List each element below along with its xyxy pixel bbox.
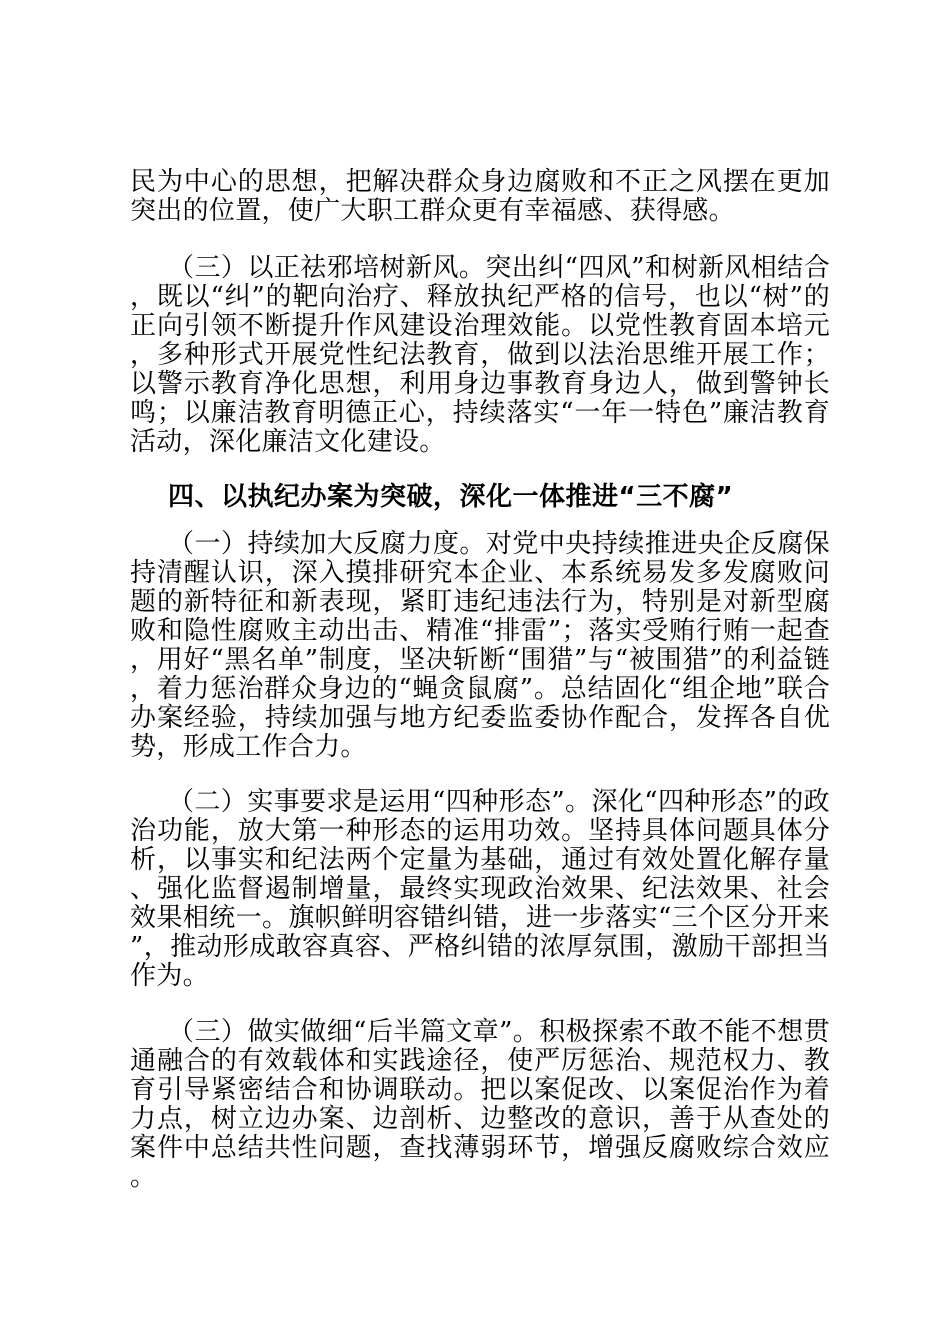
paragraph-section-4-2: （二）实事要求是运用“四种形态”。深化“四种形态”的政治功能，放大第一种形态的运用功效。坚持具体问题具体分析，以事实和纪法两个定量为基础，通过有效处置化解存量、强化监督遏制增量，最终实现政治效果、纪法效果、社会效果相统一。旗帜鲜明容错纠错，进一步落实“三个区分开来”，推动形成敢容真容、严格纠错的浓厚氛围，激励干部担当作为。	[130, 787, 830, 991]
paragraph-section-3-3: （三）以正祛邪培树新风。突出纠“四风”和树新风相结合，既以“纠”的靶向治疗、释放执纪严格的信号，也以“树”的正向引领不断提升作风建设治理效能。以党性教育固本培元，多种形式开展党性纪法教育，做到以法治思维开展工作；以警示教育净化思想，利用身边事教育身边人，做到警钟长鸣；以廉洁教育明德正心，持续落实“一年一特色”廉洁教育活动，深化廉洁文化建设。	[130, 253, 830, 457]
paragraph-section-4-1: （一）持续加大反腐力度。对党中央持续推进央企反腐保持清醒认识，深入摸排研究本企业、本系统易发多发腐败问题的新特征和新表现，紧盯违纪违法行为，特别是对新型腐败和隐性腐败主动出击、精准“排雷”；落实受贿行贿一起查，用好“黑名单”制度，坚决斩断“围猎”与“被围猎”的利益链，着力惩治群众身边的“蝇贪鼠腐”。总结固化“组企地”联合办案经验，持续加强与地方纪委监委协作配合，发挥各自优势，形成工作合力。	[130, 529, 830, 762]
paragraph-section-4-3: （三）做实做细“后半篇文章”。积极探索不敢不能不想贯通融合的有效载体和实践途径，使严厉惩治、规范权力、教育引导紧密结合和协调联动。把以案促改、以案促治作为着力点，树立边办案、边剖析、边整改的意识，善于从查处的案件中总结共性问题，查找薄弱环节，增强反腐败综合效应。	[130, 1017, 830, 1192]
paragraph-continuation: 民为中心的思想，把解决群众身边腐败和不正之风摆在更加突出的位置，使广大职工群众更有幸福感、获得感。	[130, 167, 830, 226]
section-heading-4: 四、以执纪办案为突破，深化一体推进“三不腐”	[168, 482, 734, 512]
